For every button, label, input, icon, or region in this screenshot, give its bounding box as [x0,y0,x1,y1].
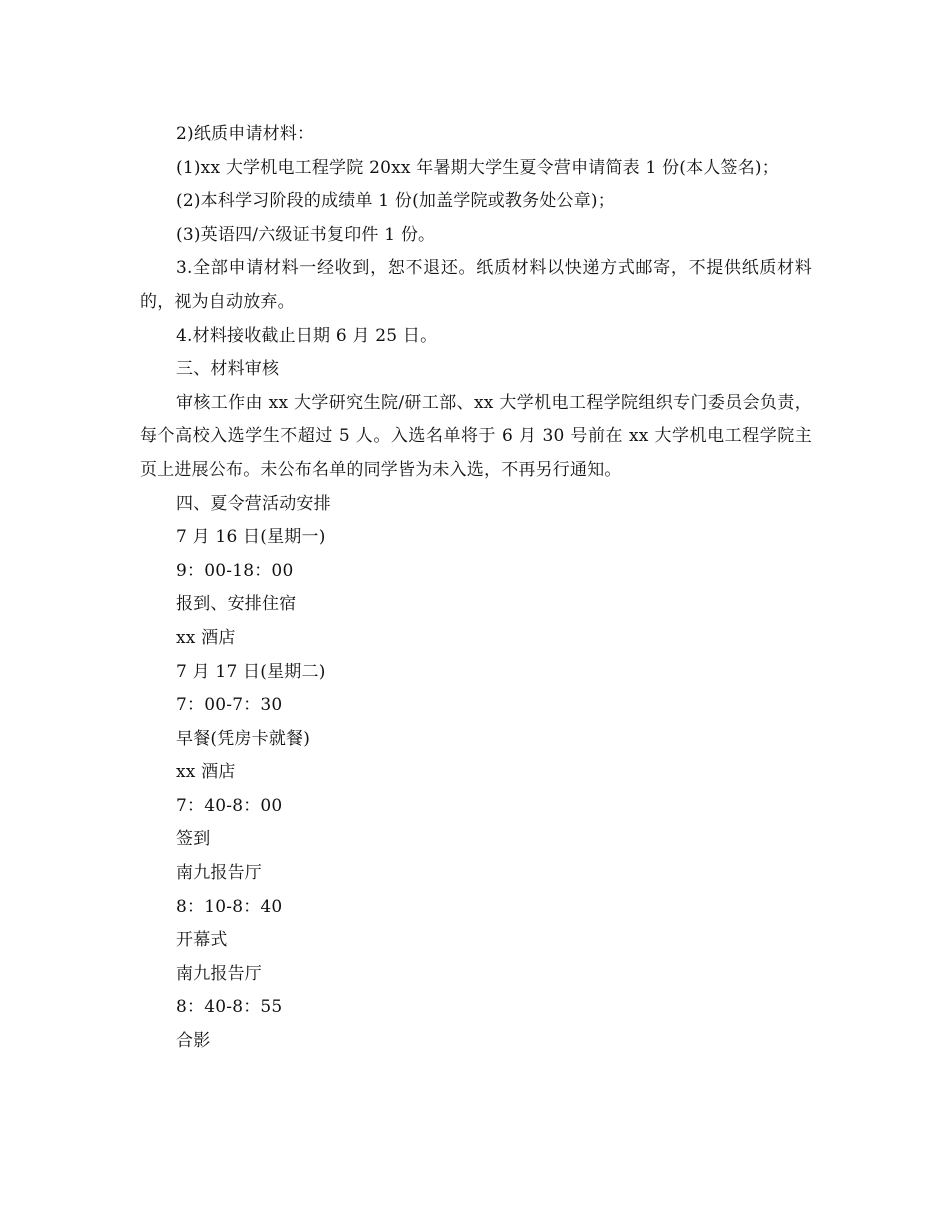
paper-materials-heading: 2)纸质申请材料： [176,124,315,144]
material-item-3: (3)英语四/六级证书复印件 1 份。 [176,224,436,245]
schedule-location: xx 酒店 [176,627,236,648]
schedule-time: 8：40-8：55 [176,997,283,1018]
review-paragraph: 审核工作由 xx 大学研究生院/研工部、xx 大学机电工程学院组织专门委员会负责，每个高校入选学生不超过 5 人。入选名单将于 6 月 30 号前在 xx 大学机电工程学院主页上进展公布。未公布名单的同学皆为未入选，不再另行通知。 [140,392,812,480]
material-item-2: (2)本科学习阶段的成绩单 1 份(加盖学院或教务处公章)； [176,191,615,212]
section-schedule-heading: 四、夏令营活动安排 [176,493,331,514]
schedule-location: 南九报告厅 [176,963,262,984]
schedule-activity: 签到 [176,829,211,850]
schedule-activity: 早餐(凭房卡就餐) [176,728,311,749]
schedule-time: 7：40-8：00 [176,795,283,816]
schedule-date-1: 7 月 16 日(星期一) [176,527,326,548]
section-review-heading: 三、材料审核 [176,359,280,380]
no-return-paragraph: 3.全部申请材料一经收到，恕不退还。纸质材料以快递方式邮寄，不提供纸质材料的，视为自动放弃。 [140,258,812,312]
material-item-1: (1)xx 大学机电工程学院 20xx 年暑期大学生夏令营申请简表 1 份(本人签名)； [176,157,779,178]
schedule-activity: 开幕式 [176,930,228,951]
schedule-activity: 合影 [176,1031,211,1052]
schedule-location: xx 酒店 [176,762,236,783]
schedule-date-2: 7 月 17 日(星期二) [176,661,326,682]
schedule-location: 南九报告厅 [176,863,262,884]
schedule-time: 7：00-7：30 [176,695,283,716]
document-body [140,118,812,1059]
schedule-time: 8：10-8：40 [176,896,283,917]
schedule-time: 9：00-18：00 [176,560,294,581]
deadline-paragraph: 4.材料接收截止日期 6 月 25 日。 [176,325,438,346]
schedule-activity: 报到、安排住宿 [176,594,297,615]
